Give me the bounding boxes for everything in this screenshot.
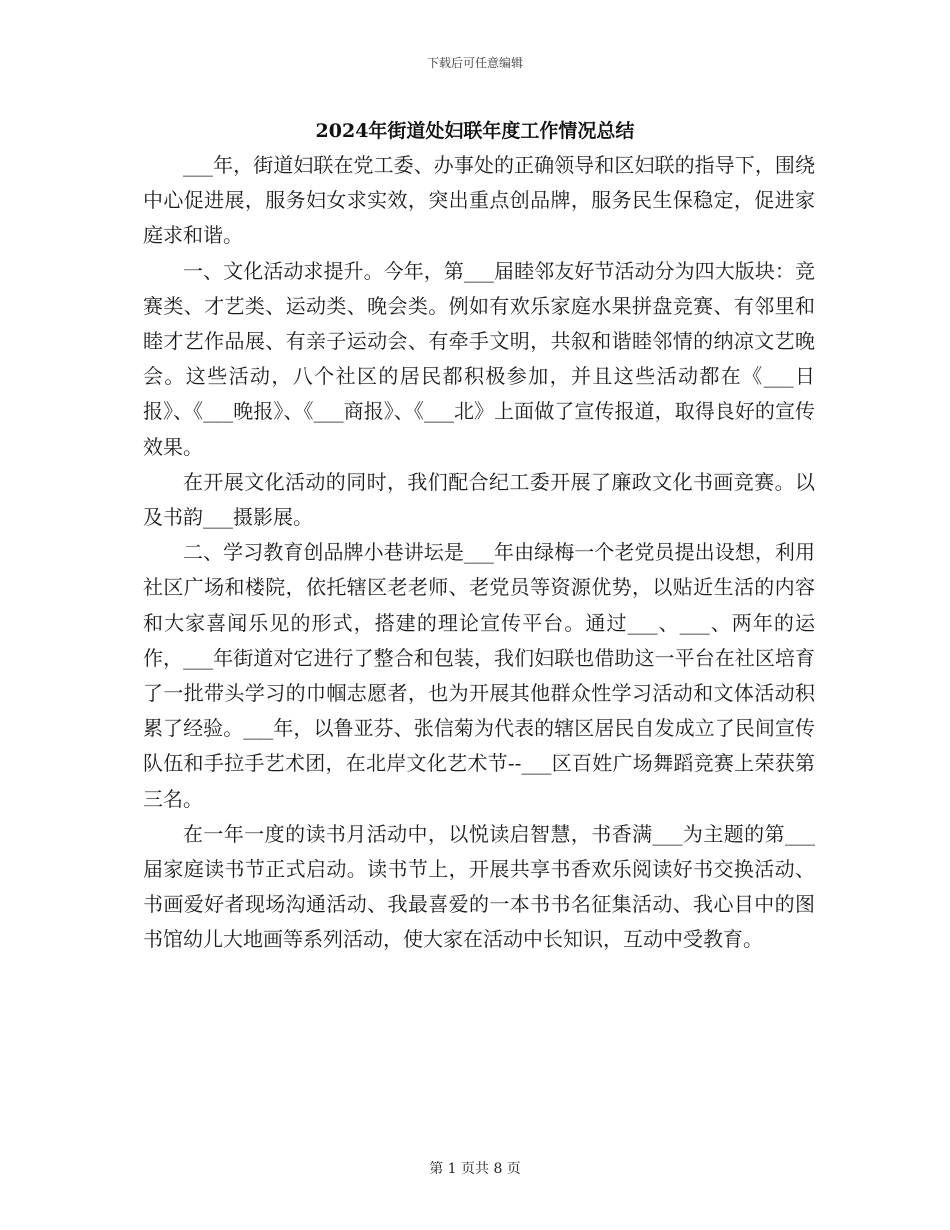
header-note: 下载后可任意编辑 xyxy=(426,56,523,70)
paragraph-reading-month: 在一年一度的读书月活动中，以悦读启智慧，书香满___为主题的第___届家庭读书节正式启动。读书节上，开展共享书香欢乐阅读好书交换活动、书画爱好者现场沟通活动、我最喜爱的一本书书名征集活动、我心目中的图书馆幼儿大地画等系列活动，使大家在活动中长知识，互动中受教育。 xyxy=(143,821,815,952)
document-title: 2024年街道处妇联年度工作情况总结 xyxy=(315,120,635,142)
paragraph-learning-education: 二、学习教育创品牌小巷讲坛是___年由绿梅一个老党员提出设想，利用社区广场和楼院，依托辖区老老师、老党员等资源优势，以贴近生活的内容和大家喜闻乐见的形式，搭建的理论宣传平台。通过___、___、两年的运作，___年街道对它进行了整合和包装，我们妇联也借助这一平台在社区培育了一批带头学习的巾帼志愿者，也为开展其他群众性学习活动和文体活动积累了经验。___年，以鲁亚芬、张信菊为代表的辖区居民自发成立了民间宣传队伍和手拉手艺术团，在北岸文化艺术节--___区百姓广场舞蹈竞赛上荣获第三名。 xyxy=(143,540,815,811)
page-footer: 第 1 页共 8 页 xyxy=(429,1161,521,1177)
document-body xyxy=(143,148,815,958)
paragraph-intro: ___年，街道妇联在党工委、办事处的正确领导和区妇联的指导下，围绕中心促进展，服务妇女求实效，突出重点创品牌，服务民生保稳定，促进家庭求和谐。 xyxy=(143,153,815,248)
paragraph-calligraphy-contest: 在开展文化活动的同时，我们配合纪工委开展了廉政文化书画竞赛。以及书韵___摄影展。 xyxy=(143,469,815,530)
paragraph-culture-activities: 一、文化活动求提升。今年，第___届睦邻友好节活动分为四大版块：竞赛类、才艺类、运动类、晚会类。例如有欢乐家庭水果拼盘竞赛、有邻里和睦才艺作品展、有亲子运动会、有牵手文明，共叙和谐睦邻情的纳凉文艺晚会。这些活动，八个社区的居民都积极参加，并且这些活动都在《___日报》、《___晚报》、《___商报》、《___北》上面做了宣传报道，取得良好的宣传效果。 xyxy=(143,258,815,459)
